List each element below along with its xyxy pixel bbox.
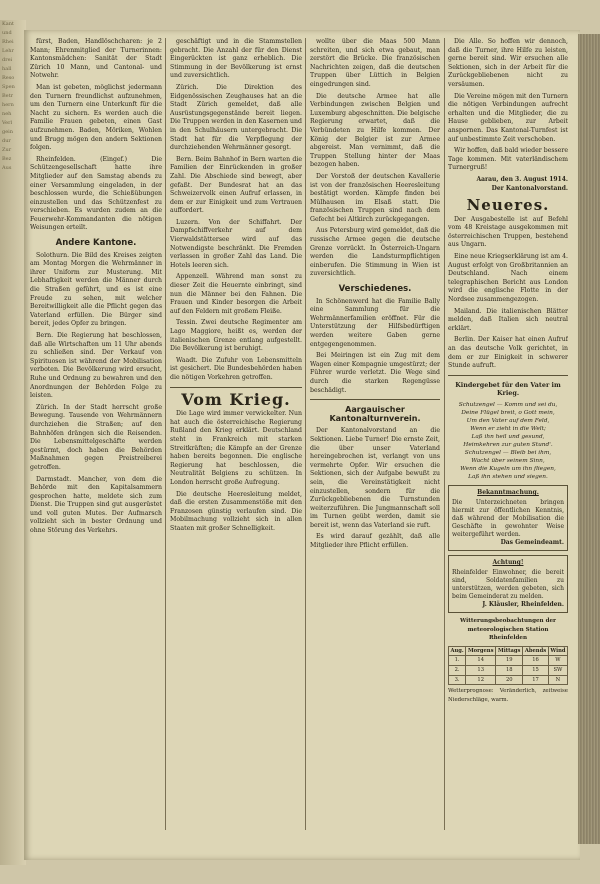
article-paragraph: Die Lage wird immer verwickelter. Nun hat auch die österreichische Regierung Rußland den Krieg erklärt. Deutschland steht in Frankreich mit starken Streitkräften; die Kämpfe an der Grenze haben bereits begonnen. Die englische Regierung hat beschlossen, die Neutralität Belgiens zu schützen. In London herrscht große Aufregung.	[170, 410, 302, 486]
article-paragraph: In Schönenwerd hat die Familie Bally eine Sammlung für die Wehrmännerfamilien eröffnet. Für die Unterstützung der Hilfsbedürftigen werden weitere Gaben gerne entgegengenommen.	[310, 297, 440, 348]
poem-line: Laß ihn heil und gesund,	[471, 433, 545, 440]
weather-table	[448, 646, 568, 685]
article-paragraph: Die deutsche Armee hat alle Verbindungen zwischen Belgien und Luxemburg abgeschnitten. Die belgische Regierung erwartet, daß die Verbündeten zu Hilfe kommen. Der König der Belgier ist zur Armee abgereist. Man vernimmt, daß die Truppen Stellung hinter der Maas bezogen haben.	[310, 92, 440, 169]
newspaper-page	[24, 30, 580, 860]
article-paragraph: fürst, Baden, Handlöschcharen: je 2 Mann; Ehrenmitglied der Turnerinnen: Kantonsmädchen: Sanität der Stadt Zürich 10 Mann, und Cantonal- und Notwehr.	[30, 38, 162, 80]
fragment-text: Lehr	[2, 48, 14, 54]
table-cell: 2.	[449, 665, 466, 675]
poem-line: Um den Vater auf dem Feld,	[466, 417, 550, 424]
table-header: Wind	[548, 646, 567, 656]
article-paragraph: Rheinfelden. (Eingef.) Die Schützengesellschaft hatte ihre Mitglieder auf den Samstag abends zu einer Versammlung eingeladen, in der beschlossen wurde, die Schießübungen einzustellen und das Schützenfest zu verschieben. Es wurden zudem an die Feuerwehr-Kommandanten die nötigen Weisungen erteilt.	[30, 155, 162, 232]
article-paragraph: Zürich. In der Stadt herrscht große Bewegung. Tausende von Wehrmännern durchziehen die Straßen; auf den Bahnhöfen drängen sich die Reisenden. Die Lebensmittelgeschäfte werden gestürmt, doch haben die Behörden Maßnahmen gegen Preistreiberei getroffen.	[30, 403, 162, 471]
section-heading-verschiedenes: Verschiedenes.	[338, 284, 412, 295]
poem	[448, 401, 568, 481]
article-paragraph: Die Alle. So hoffen wir dennoch, daß die Turner, ihre Hilfe zu leisten, gerne bereit sind. Wir ersuchen alle Sektionen, sich in der Arbeit für die Zurückgebliebenen nicht zu versäumen.	[448, 38, 568, 88]
headline-kantonalturnverein: Aargauischer Kantonalturnverein.	[329, 405, 421, 423]
notice-box	[448, 485, 568, 551]
article-paragraph: Berlin. Der Kaiser hat einen Aufruf an das deutsche Volk gerichtet, in dem er zur Einigkeit in schwerer Stunde aufruft.	[448, 336, 568, 370]
divider	[310, 399, 440, 400]
article-paragraph: Bern. Beim Bahnhof in Bern warten die Familien der Einrückenden in großer Zahl. Die Abschiede sind bewegt, aber gefaßt. Der Bundesrat hat an das Schweizervolk einen Aufruf erlassen, in dem er zur Einigkeit und zum Vertrauen auffordert.	[170, 155, 302, 215]
article-paragraph: Man ist gebeten, möglichst jedermann den Turnern freundlichst aufzunehmen, um den Turnern eine Unterkunft für die Nacht zu sichern. Es werden auch die Familie Frauen gebeten, einen Gast aufzunehmen. Baden, Möriken, Wohlen und Brugg mögen den andern Sektionen folgen.	[30, 83, 162, 152]
notice-box	[448, 555, 568, 613]
poem-line: Laß ihn stehen und siegen.	[468, 473, 548, 480]
fragment-text: Kant	[2, 21, 14, 27]
table-cell: 13	[466, 665, 496, 675]
fragment-text: gein	[2, 129, 13, 135]
column-1	[30, 38, 162, 830]
table-header: Mittags	[496, 646, 523, 656]
previous-page-edge	[0, 20, 26, 865]
poem-line: Schutzengel — Komm und sei du,	[458, 401, 558, 408]
column-rule	[165, 38, 166, 830]
article-paragraph: wollte über die Maas 500 Mann schreiten, und sich etwa gebaut, man zerstört die Brücke. Die französischen Nachrichten zeigen, daß die deutschen Truppen über Lüttich in Belgien eingedrungen sind.	[310, 38, 440, 88]
fragment-text: Zur	[2, 147, 12, 153]
headline-vom-krieg: Vom Krieg.	[181, 389, 291, 409]
dateline: Aarau, den 3. August 1914.	[476, 175, 568, 183]
table-header: Abends	[523, 646, 549, 656]
table-row	[449, 665, 568, 675]
table-cell: 17	[523, 675, 549, 685]
column-rule	[305, 38, 306, 830]
article-paragraph: Solothurn. Die Bild des Kreises zeigten am Montag Morgen die Wehrmänner in ihrer Uniform zur Musterung. Mit Lebhaftigkeit werden die Männer durch die Straßen geführt, und es ist eine Freude zu sehen, mit welcher Bereitwilligkeit alle die Pflicht gegen das Vaterland erfüllen. Die Bürger sind bereit, jedes Opfer zu bringen.	[30, 251, 162, 328]
divider	[170, 387, 302, 388]
fragment-text: und	[2, 30, 12, 36]
notice-signature: Das Gemeindeamt.	[500, 538, 564, 546]
article-paragraph: Bei Meiringen ist ein Zug mit dem Wagen einer Kompagnie umgestürzt; der Führer wurde verletzt. Die Wege sind durch die starken Regengüsse beschädigt.	[310, 352, 440, 394]
fragment-text: drei	[2, 57, 13, 63]
poem-line: Wenn die Kugeln um ihn fliegen,	[460, 465, 556, 472]
poem-title: Kindergebet für den Vater im Krieg.	[455, 380, 561, 398]
poem-line: Schutzengel — Bleib bei ihm,	[464, 449, 552, 456]
table-cell: 15	[523, 665, 549, 675]
table-cell: W	[548, 656, 567, 666]
notice-title: Achtung!	[492, 558, 524, 566]
fragment-text: dur	[2, 138, 11, 144]
article-paragraph: Darmstadt. Mancher, von dem die Behörde mit den Kapitalsammern gesprochen hatte, meldete sich zum Dienst. Die Truppen sind gut ausgerüstet und voll guten Mutes. Der Aufmarsch vollzieht sich in bester Ordnung und ohne Störung des Verkehrs.	[30, 475, 162, 535]
table-cell: 19	[496, 656, 523, 666]
fragment-text: neh	[2, 111, 12, 117]
article-paragraph: Der Ausgabestelle ist auf Befehl vom 48 Kreistage ausgekommen mit österreichischen Truppen, bestehend aus Ungarn.	[448, 215, 568, 249]
article-paragraph: Es wird darauf gezählt, daß alle Mitglieder ihre Pflicht erfüllen.	[310, 533, 440, 550]
table-cell: 14	[466, 656, 496, 666]
table-cell: 18	[496, 665, 523, 675]
article-paragraph: Zürich. Die Direktion des Eidgenössischen Zeughauses hat an die Stadt Zürich gemeldet, daß alle Ausrüstungsgegenstände bereit liegen. Die Truppen werden in den Kasernen und in den Schulhäusern untergebracht. Die Stadt hat für die Verpflegung der durchziehenden Wehrmänner gesorgt.	[170, 83, 302, 152]
signature: Der Kantonalvorstand.	[491, 184, 568, 192]
table-cell: 20	[496, 675, 523, 685]
article-paragraph: Die deutsche Heeresleitung meldet, daß die ersten Zusammenstöße mit den Franzosen günstig verlaufen sind. Die Mobilmachung vollzieht sich in allen Staaten mit großer Schnelligkeit.	[170, 490, 302, 532]
article-paragraph: Wir hoffen, daß bald wieder bessere Tage kommen. Mit vaterländischem Turnergruß!	[448, 147, 568, 172]
fragment-text: hern	[2, 102, 14, 108]
divider	[448, 375, 568, 376]
article-paragraph: Luzern. Von der Schiffahrt. Der Dampfschiffverkehr auf dem Vierwaldstättersee wird auf das Notwendigste beschränkt. Die Fremden verlassen in großer Zahl das Land. Die Hotels leeren sich.	[170, 218, 302, 269]
article-paragraph: Tessin. Zwei deutsche Regimenter am Lago Maggiore, heißt es, werden der italienischen Grenze entlang aufgestellt. Die Bevölkerung ist beruhigt.	[170, 319, 302, 353]
table-header: Morgens	[466, 646, 496, 656]
fragment-text: Betr	[2, 93, 14, 99]
table-cell: 12	[466, 675, 496, 685]
fragment-text: Aus	[2, 165, 12, 171]
table-cell: N	[548, 675, 567, 685]
table-row	[449, 675, 568, 685]
article-paragraph: Bern. Die Regierung hat beschlossen, daß alle Wirtschaften um 11 Uhr abends zu schließen sind. Der Verkauf von Spirituosen ist während der Mobilisation verboten. Die Bevölkerung wird ersucht, Ruhe und Ordnung zu bewahren und den Anordnungen der Behörden Folge zu leisten.	[30, 332, 162, 400]
notice-text: Rheinfelder Einwohner, die bereit sind, Soldatenfamilien zu unterstützen, werden gebeten, sich beim Gemeinderat zu melden.	[452, 568, 564, 600]
table-cell: SW	[548, 665, 567, 675]
table-row	[449, 656, 568, 666]
column-rule	[444, 38, 445, 830]
notice-text: Die Unterzeichneten bringen hiermit zur öffentlichen Kenntnis, daß während der Mobilisation die Geschäfte in gewohnter Weise weitergeführt werden.	[452, 498, 564, 538]
fragment-text: Verl	[2, 120, 13, 126]
article-paragraph: Mailand. Die italienischen Blätter melden, daß Italien sich neutral erklärt.	[448, 307, 568, 332]
book-page-edges	[578, 34, 600, 844]
weather-forecast: Wetterprognose: Veränderlich, zeitweise Niederschläge, warm.	[448, 688, 568, 703]
poem-line: Heimkehren zur guten Stund'.	[463, 441, 553, 448]
weather-table-title: Witterungsbeobachtungen der meteorologischen Station Rheinfelden	[459, 617, 556, 642]
column-2	[170, 38, 302, 830]
article-paragraph: Der Vorstoß der deutschen Kavallerie ist von der französischen Heeresleitung bestätigt worden. Kämpfe finden bei Mülhausen im Elsaß statt. Die französischen Truppen sind nach dem Gefecht bei Altkirch zurückgegangen.	[310, 172, 440, 223]
fragment-text: Bez	[2, 156, 12, 162]
column-3	[310, 38, 440, 830]
table-cell: 1.	[449, 656, 466, 666]
section-heading-other-cantons: Andere Kantone.	[55, 238, 137, 249]
fragment-text: hall	[2, 66, 12, 72]
fragment-text: Spen	[2, 84, 15, 90]
poem-line: Deine Flügel breit, o Gott mein,	[461, 409, 555, 416]
article-paragraph: Die Vereine mögen mit den Turnern die nötigen Verbindungen aufrecht erhalten und die Mitglieder, die zu Hause geblieben, zur Arbeit anspornen. Das Kantonal-Turnfest ist auf unbestimmte Zeit verschoben.	[448, 92, 568, 143]
poem-line: Wacht über seinem Sinn,	[471, 457, 545, 464]
fragment-text: Reso	[2, 75, 15, 81]
table-header: Aug.	[449, 646, 466, 656]
fragment-text: Rhei	[2, 39, 14, 45]
table-cell: 16	[523, 656, 549, 666]
article-paragraph: Waadt. Die Zufuhr von Lebensmitteln ist gesichert. Die Bundesbehörden haben die nötigen Vorkehren getroffen.	[170, 356, 302, 381]
headline-neueres: Neueres.	[466, 196, 550, 215]
column-4	[448, 38, 568, 830]
article-paragraph: Der Kantonalvorstand an die Sektionen. Liebe Turner! Die ernste Zeit, die über unser Vaterland hereingebrochen ist, verlangt von uns vermehrte Opfer. Wir ersuchen die Sektionen, sich der Aufgabe bewußt zu sein, die Vereinstätigkeit nicht einzustellen, sondern für die Zurückgebliebenen die Turnstunden weiterzuführen. Die Jungmannschaft soll im Turnen geübt werden, damit sie bereit ist, wenn das Vaterland sie ruft.	[310, 427, 440, 529]
notice-signature: J. Kläusler, Rheinfelden.	[482, 600, 564, 608]
article-paragraph: Appenzell. Während man sonst zu dieser Zeit die Heuernte einbringt, sind nun die Männer bei den Fahnen. Die Frauen und Kinder besorgen die Arbeit auf den Feldern mit großem Fleiße.	[170, 273, 302, 315]
article-paragraph: Aus Petersburg wird gemeldet, daß die russische Armee gegen die deutsche Grenze vorrückt. In Österreich-Ungarn werden die Landsturmpflichtigen einberufen. Die Stimmung in Wien ist zuversichtlich.	[310, 227, 440, 278]
article-paragraph: geschäftigt und in die Stammstellen gebracht. Die Anzahl der für den Dienst Eingerückten ist ganz erheblich. Die Stimmung in der Bevölkerung ist ernst und zuversichtlich.	[170, 38, 302, 80]
article-paragraph: Eine neue Kriegserklärung ist am 4. August erfolgt von Großbritannien an Deutschland. Nach einem telegraphischen Bericht aus London wird die englische Flotte in der Nordsee zusammengezogen.	[448, 253, 568, 304]
poem-line: Wenn er zieht in die Welt;	[470, 425, 546, 432]
previous-page-text-fragments	[2, 20, 24, 173]
notice-title: Bekanntmachung.	[477, 488, 539, 496]
table-cell: 3.	[449, 675, 466, 685]
